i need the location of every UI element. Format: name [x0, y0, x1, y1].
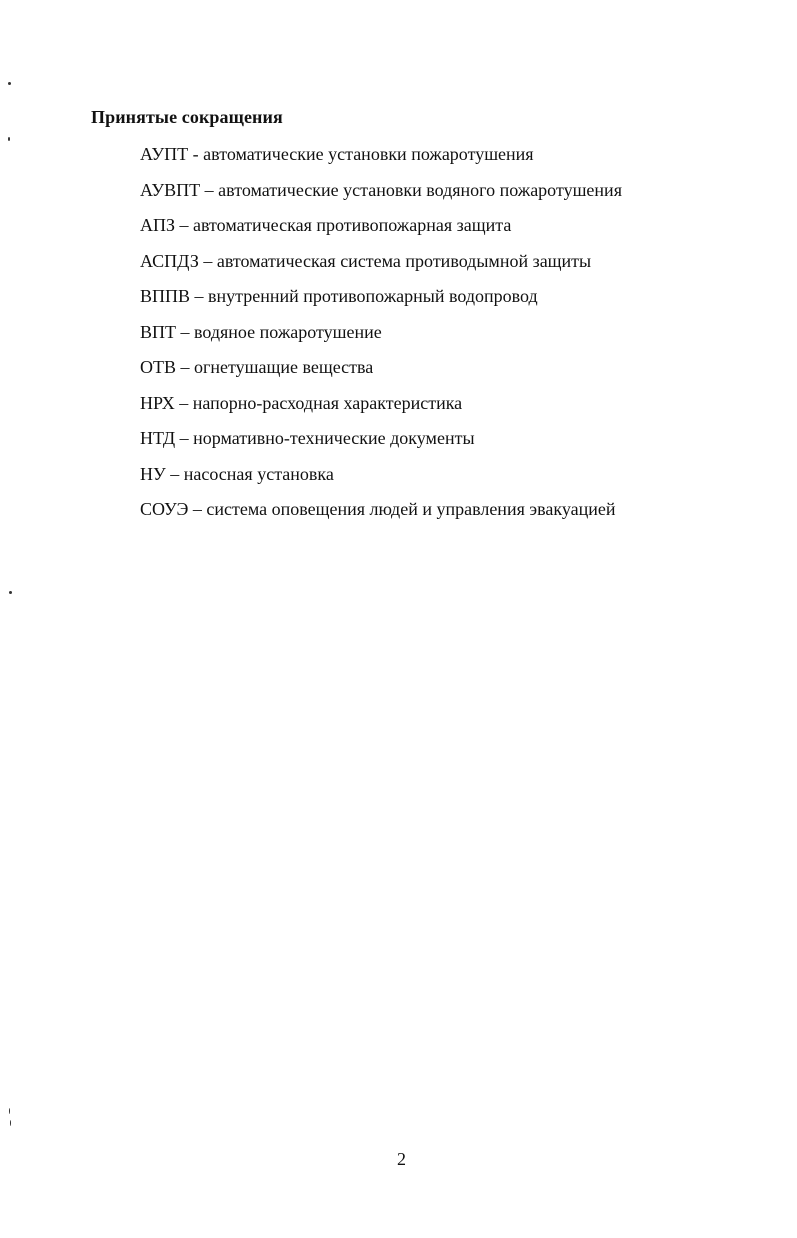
abbreviation-definition: автоматические установки водяного пожаротушения	[218, 179, 622, 200]
abbreviation-separator: -	[192, 144, 199, 164]
abbreviation-item	[140, 355, 622, 391]
scan-speck	[8, 137, 10, 141]
abbreviation-item	[140, 497, 622, 533]
abbreviation-separator: –	[180, 321, 190, 342]
abbreviation-list	[140, 142, 622, 533]
abbreviation-definition: автоматическая система противодымной защиты	[216, 250, 592, 271]
abbreviation-item	[140, 284, 622, 320]
abbreviation-term: НРХ	[140, 392, 175, 413]
abbreviation-definition: напорно-расходная характеристика	[192, 392, 463, 413]
abbreviation-item	[140, 320, 622, 356]
scan-speck	[10, 1120, 11, 1126]
abbreviation-definition: автоматические установки пожаротушения	[203, 144, 534, 164]
abbreviation-term: НТД	[140, 428, 176, 448]
abbreviation-term: АСПДЗ	[140, 250, 199, 271]
abbreviation-item	[140, 426, 622, 462]
abbreviation-item	[140, 391, 622, 427]
abbreviation-term: СОУЭ	[140, 499, 189, 519]
abbreviation-item	[140, 249, 622, 285]
abbreviation-term: АУВПТ	[140, 179, 201, 200]
abbreviation-term: ВПТ	[140, 321, 176, 342]
abbreviation-definition: автоматическая противопожарная защита	[193, 215, 512, 235]
abbreviation-separator: –	[204, 179, 214, 200]
abbreviation-separator: –	[179, 392, 189, 413]
abbreviation-definition: огнетушащие вещества	[194, 357, 374, 377]
abbreviation-separator: –	[179, 215, 189, 235]
scan-speck	[9, 1108, 10, 1114]
page-number: 2	[397, 1149, 406, 1169]
abbreviation-term: НУ	[140, 463, 166, 484]
abbreviation-item	[140, 142, 622, 178]
abbreviation-term: ВППВ	[140, 286, 191, 306]
abbreviation-definition: внутренний противопожарный водопровод	[208, 286, 538, 306]
abbreviation-term: АПЗ	[140, 215, 176, 235]
abbreviation-item	[140, 178, 622, 214]
abbreviation-separator: –	[203, 250, 213, 271]
abbreviation-item	[140, 462, 622, 498]
abbreviation-definition: нормативно-технические документы	[193, 428, 475, 448]
abbreviation-definition: насосная установка	[183, 463, 334, 484]
abbreviation-definition: система оповещения людей и управления эвакуацией	[206, 499, 616, 519]
abbreviation-separator: –	[194, 286, 204, 306]
section-heading: Принятые сокращения	[91, 107, 283, 127]
abbreviation-separator: –	[170, 463, 180, 484]
abbreviation-definition: водяное пожаротушение	[194, 321, 382, 342]
scan-speck	[9, 591, 12, 594]
abbreviation-separator: –	[180, 357, 190, 377]
abbreviation-term: АУПТ	[140, 144, 189, 164]
abbreviation-term: ОТВ	[140, 357, 176, 377]
abbreviation-item	[140, 213, 622, 249]
scan-speck	[8, 82, 11, 85]
abbreviation-separator: –	[192, 499, 202, 519]
abbreviation-separator: –	[179, 428, 189, 448]
